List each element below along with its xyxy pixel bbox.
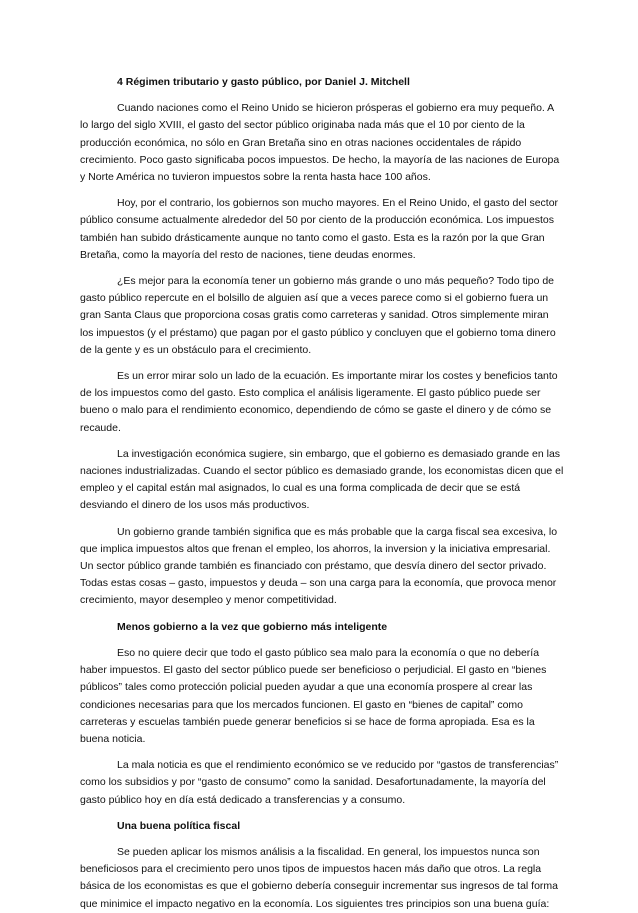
paragraph: ¿Es mejor para la economía tener un gobierno más grande o uno más pequeño? Todo tipo de gasto público repercute en el bolsillo de alguien así que a veces parece como si el gobierno fuera un gran Santa Claus que proporciona cosas gratis como carreteras y sanidad. Otros simplemente miran los impuestos (y el préstamo) que pagan por el gasto público y concluyen que el gobierno toma dinero de la gente y es un obstáculo para el crecimiento. bbox=[80, 275, 556, 356]
paragraph: La investigación económica sugiere, sin embargo, que el gobierno es demasiado grande en las naciones industrializadas. Cuando el sector público es demasiado grande, los economistas dicen que el empleo y el capital están mal asignados, lo cual es una forma complicada de decir que se está desviando el dinero de los usos más productivos. bbox=[80, 447, 564, 512]
document-title: 4 Régimen tributario y gasto público, por Daniel J. Mitchell bbox=[117, 76, 410, 88]
paragraph: Eso no quiere decir que todo el gasto público sea malo para la economía o que no debería haber impuestos. El gasto del sector público puede ser beneficioso o perjudicial. El gasto en “bienes públicos” tales como protección policial pueden ayudar a que una economía prospere al crear las condiciones necesarias para que los mercados funcionen. El gasto en “bienes de capital” como carreteras y escuelas también puede generar beneficios si se hace de forma apropiada. Esa es la buena noticia. bbox=[80, 646, 547, 745]
paragraph: Un gobierno grande también significa que es más probable que la carga fiscal sea excesiva, lo que implica impuestos altos que frenan el empleo, los ahorros, la inversion y la iniciativa empresarial. Un sector público grande también es financiado con préstamo, que desvía dinero del sector privado. Todas estas cosas – gasto, impuestos y deuda – son una carga para la economía, que provoca menor crecimiento, mayor desempleo y menor competitividad. bbox=[80, 525, 558, 607]
paragraph: Hoy, por el contrario, los gobiernos son mucho mayores. En el Reino Unido, el gasto del sector público consume actualmente alrededor del 50 por ciento de la producción económica. Los impuestos también han subido drásticamente aunque no tanto como el gasto. Esta es la razón por la que Gran Bretaña, como la mayoría del resto de naciones, tiene deudas enormes. bbox=[80, 197, 559, 261]
paragraph: La mala noticia es que el rendimiento económico se ve reducido por “gastos de transferencias” como los subsidios y por “gasto de consumo” como la sanidad. Desafortunadamente, la mayoría del gasto público hoy en día está dedicado a transferencias y a consumo. bbox=[80, 759, 559, 806]
paragraph: Cuando naciones como el Reino Unido se hicieron prósperas el gobierno era muy pequeño. A lo largo del siglo XVIII, el gasto del sector público originaba nada más que el 10 por ciento de la producción económica, no sólo en Gran Bretaña sino en otras naciones occidentales de rápido crecimiento. Poco gasto significaba pocos impuestos. De hecho, la mayoría de las naciones de Europa y Norte América no tuvieron impuestos sobre la renta hasta hace 100 años. bbox=[80, 102, 560, 184]
section-heading: Menos gobierno a la vez que gobierno más inteligente bbox=[117, 620, 388, 633]
paragraph: Se pueden aplicar los mismos análisis a la fiscalidad. En general, los impuestos nunca son beneficiosos para el crecimiento pero unos tipos de impuestos hacen más daño que otros. La regla básica de los economistas es que el gobierno debería conseguir incrementar sus ingresos de tal forma que minimice el impacto negativo en la economía. Los siguientes tres principios son una buena guía: bbox=[80, 845, 559, 910]
section-heading: Una buena política fiscal bbox=[117, 819, 241, 832]
paragraph: Es un error mirar solo un lado de la ecuación. Es importante mirar los costes y beneficios tanto de los impuestos como del gasto. Esto complica el análisis ligeramente. El gasto público puede ser bueno o malo para el rendimiento economico, dependiendo de cómo se gaste el dinero y de cómo se recaude. bbox=[80, 370, 558, 434]
